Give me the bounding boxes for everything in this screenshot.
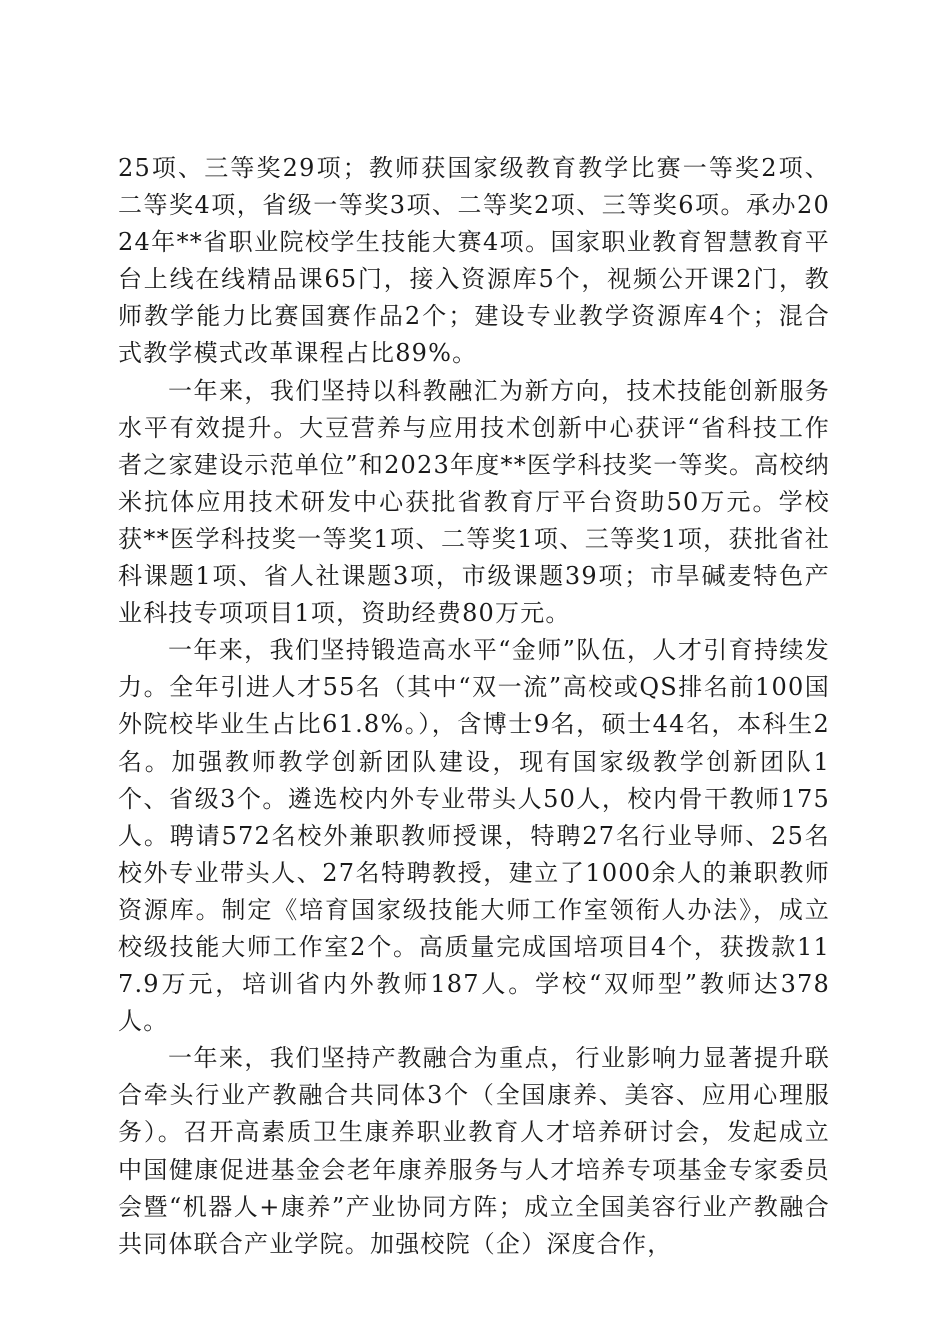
paragraph-awards-continuation: 25项、三等奖29项；教师获国家级教育教学比赛一等奖2项、二等奖4项，省级一等奖3项、二等奖2项、三等奖6项。承办2024年**省职业院校学生技能大赛4项。国家职业教育智慧教育平台上线在线精品课65门，接入资源库5个，视频公开课2门，教师教学能力比赛国赛作品2个；建设专业教学资源库4个；混合式教学模式改革课程占比89%。 xyxy=(118,154,830,368)
document-body xyxy=(118,150,830,1263)
paragraph-industry-integration: 一年来，我们坚持产教融合为重点，行业影响力显著提升联合牵头行业产教融合共同体3个（全国康养、美容、应用心理服务）。召开高素质卫生康养职业教育人才培养研讨会，发起成立中国健康促进基金会老年康养服务与人才培养专项基金专家委员会暨“机器人+康养”产业协同方阵；成立全国美容行业产教融合共同体联合产业学院。加强校院（企）深度合作， xyxy=(118,1044,830,1258)
paragraph-science-innovation: 一年来，我们坚持以科教融汇为新方向，技术技能创新服务水平有效提升。大豆营养与应用技术创新中心获评“省科技工作者之家建设示范单位”和2023年度**医学科技奖一等奖。高校纳米抗体应用技术研发中心获批省教育厅平台资助50万元。学校获**医学科技奖一等奖1项、二等奖1项、三等奖1项，获批省社科课题1项、省人社课题3项，市级课题39项；市旱碱麦特色产业科技专项项目1项，资助经费80万元。 xyxy=(118,376,830,628)
paragraph-teacher-team: 一年来，我们坚持锻造高水平“金师”队伍，人才引育持续发力。全年引进人才55名（其中“双一流”高校或QS排名前100国外院校毕业生占比61.8%。），含博士9名，硕士44名，本科生2名。加强教师教学创新团队建设，现有国家级教学创新团队1个、省级3个。遴选校内外专业带头人50人，校内骨干教师175人。聘请572名校外兼职教师授课，特聘27名行业导师、25名校外专业带头人、27名特聘教授，建立了1000余人的兼职教师资源库。制定《培育国家级技能大师工作室领衔人办法》，成立校级技能大师工作室2个。高质量完成国培项目4个，获拨款117.9万元，培训省内外教师187人。学校“双师型”教师达378人。 xyxy=(118,636,830,1036)
